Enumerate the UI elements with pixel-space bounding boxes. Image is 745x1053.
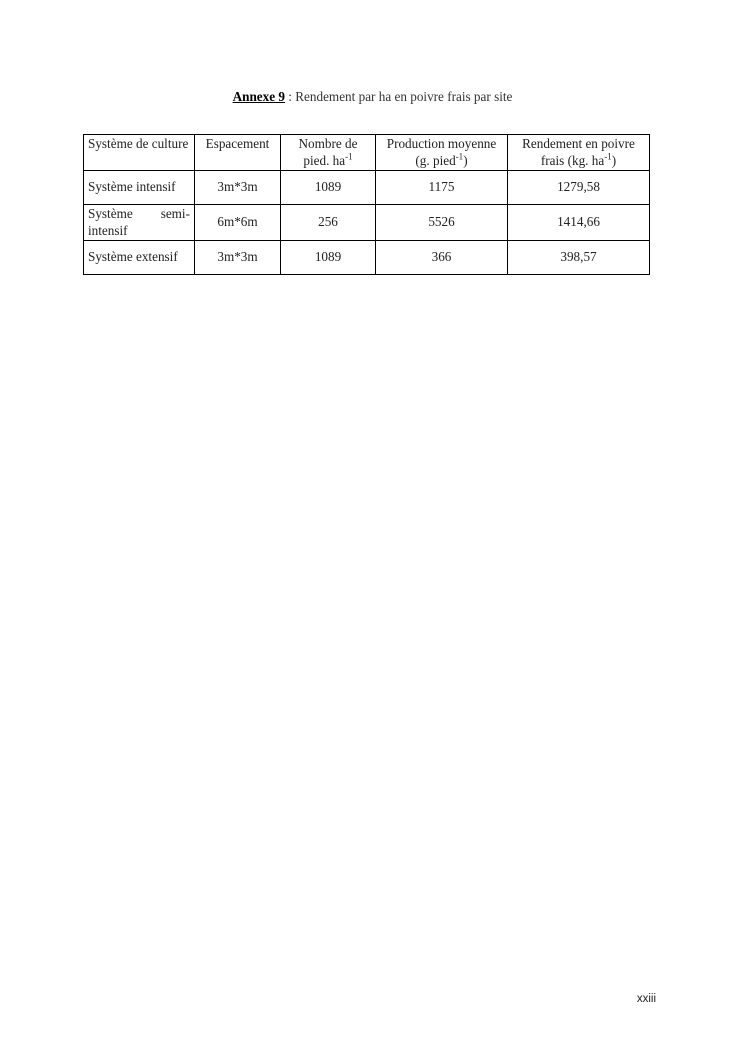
cell-system: Système intensif: [84, 171, 195, 205]
header-cell-plants: Nombre de pied. $ha^{-1}$: [281, 135, 376, 171]
cell-system: Système extensif: [84, 241, 195, 275]
cell-spacing: 6m*6m: [195, 205, 281, 241]
header-cell-yield: Rendement en poivre frais (kg. $ha^{-1}$): [508, 135, 650, 171]
cell-yield: 1279,58: [508, 171, 650, 205]
cell-production: 1175: [376, 171, 508, 205]
header-cell-system: Système de culture: [84, 135, 195, 171]
table-header-row: [84, 135, 650, 171]
caption-text: : Rendement par ha en poivre frais par site: [284, 89, 513, 104]
table-row: [84, 241, 650, 275]
cell-system: Système semi-intensif: [84, 205, 195, 241]
header-cell-production: Production moyenne (g. pied$^{-1}$): [376, 135, 508, 171]
cell-yield: 1414,66: [508, 205, 650, 241]
page-number: xxiii: [636, 993, 656, 1005]
cell-plants: 256: [281, 205, 376, 241]
table-caption: [0, 89, 745, 105]
cell-yield: 398,57: [508, 241, 650, 275]
cell-spacing: 3m*3m: [195, 171, 281, 205]
cell-spacing: 3m*3m: [195, 241, 281, 275]
cell-production: 5526: [376, 205, 508, 241]
cell-production: 366: [376, 241, 508, 275]
table-row: [84, 205, 650, 241]
caption-label: Annexe 9: [232, 89, 285, 104]
table-row: [84, 171, 650, 205]
header-cell-spacing: Espacement: [195, 135, 281, 171]
cell-plants: 1089: [281, 241, 376, 275]
cell-plants: 1089: [281, 171, 376, 205]
yield-table: [83, 134, 650, 275]
